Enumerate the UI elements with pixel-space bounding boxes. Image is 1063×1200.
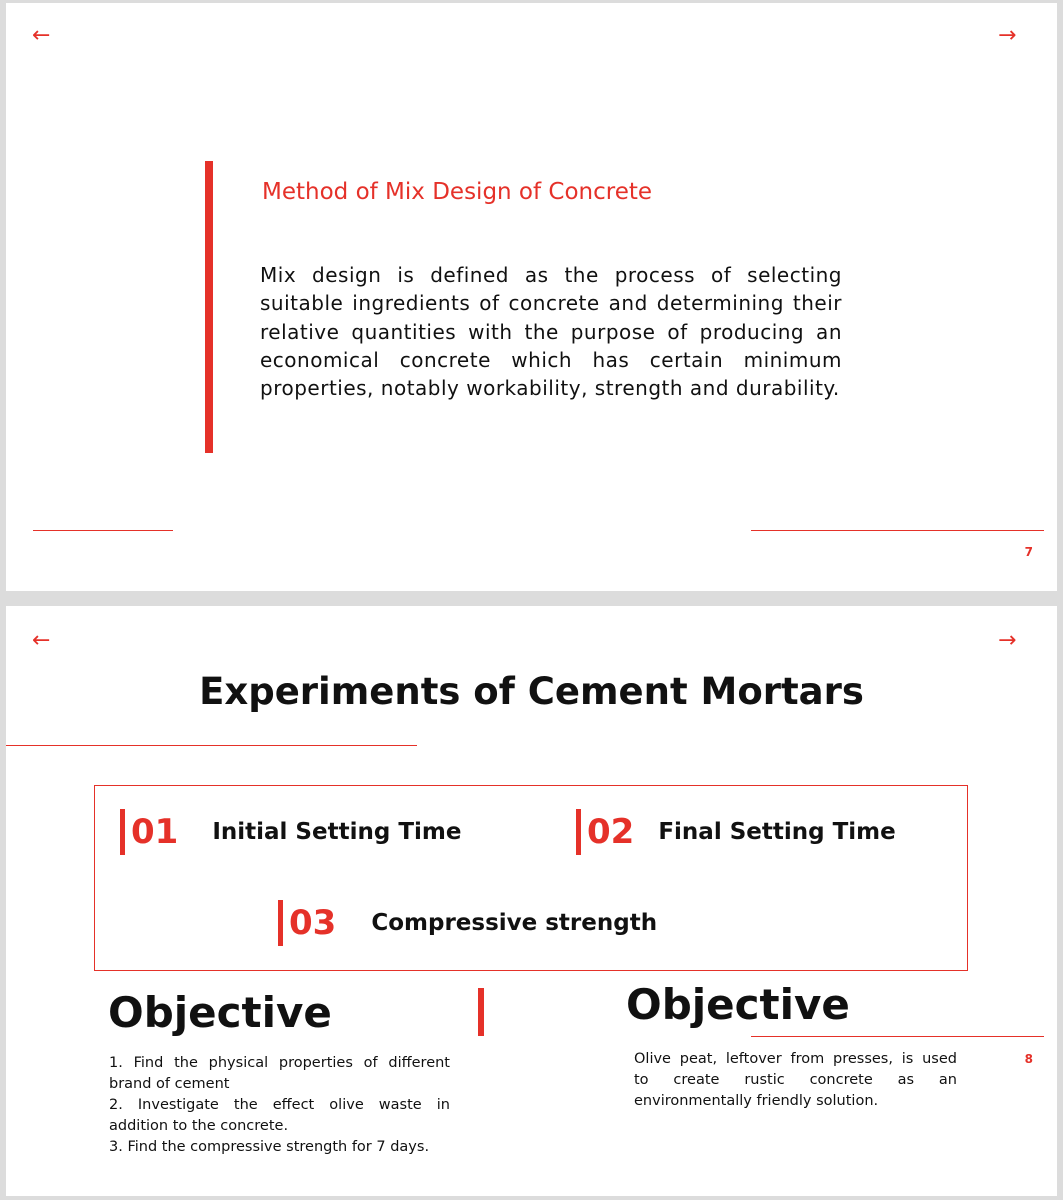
- title-underline: [6, 745, 417, 746]
- arrow-left-icon[interactable]: ←: [32, 23, 51, 48]
- item-label: Initial Setting Time: [212, 819, 462, 845]
- slide-title: Method of Mix Design of Concrete: [262, 179, 653, 205]
- footer-rule-left: [33, 530, 173, 531]
- footer-rule-right: [751, 530, 1044, 531]
- paragraph-line: to create rustic concrete as an: [634, 1072, 957, 1088]
- item-accent-bar: [278, 900, 283, 946]
- column-divider-bar: [478, 988, 484, 1036]
- item-label: Compressive strength: [371, 910, 658, 936]
- arrow-right-icon[interactable]: →: [998, 23, 1017, 48]
- objective-paragraph: [634, 1049, 957, 1112]
- item-label: Final Setting Time: [658, 819, 896, 845]
- objective-heading-left: Objective: [108, 988, 332, 1037]
- item-number: 03: [289, 903, 337, 943]
- list-item: 2. Investigate the effect olive waste in addition to the concrete.: [109, 1097, 450, 1134]
- objective-heading-right: Objective: [626, 980, 850, 1029]
- slide-7: [6, 3, 1057, 591]
- slide-body-text: Mix design is defined as the process of selecting suitable ingredients of concrete and determining their relative quantities with the purpose of producing an economical concrete which has certain minimum properties, notably workability, strength and durability.: [260, 263, 842, 401]
- experiment-item-01: [120, 809, 461, 855]
- item-number: 02: [587, 812, 635, 852]
- footer-rule-right: [751, 1036, 1044, 1037]
- title-accent-bar: [205, 161, 213, 453]
- list-item: 1. Find the physical properties of different brand of cement: [109, 1055, 450, 1092]
- slide-title: Experiments of Cement Mortars: [199, 670, 864, 713]
- paragraph-line: environmentally friendly solution.: [634, 1093, 879, 1109]
- item-number: 01: [131, 812, 179, 852]
- arrow-left-icon[interactable]: ←: [32, 628, 51, 653]
- experiment-item-03: [278, 900, 657, 946]
- item-accent-bar: [120, 809, 125, 855]
- list-item: 3. Find the compressive strength for 7 days.: [109, 1139, 430, 1155]
- item-accent-bar: [576, 809, 581, 855]
- page-number: 8: [1024, 1052, 1033, 1066]
- paragraph-line: Olive peat, leftover from presses, is used: [634, 1051, 957, 1067]
- objective-list: [109, 1053, 450, 1158]
- arrow-right-icon[interactable]: →: [998, 628, 1017, 653]
- page-number: 7: [1024, 545, 1033, 559]
- experiment-item-02: [576, 809, 896, 855]
- slide-8: [6, 606, 1057, 1196]
